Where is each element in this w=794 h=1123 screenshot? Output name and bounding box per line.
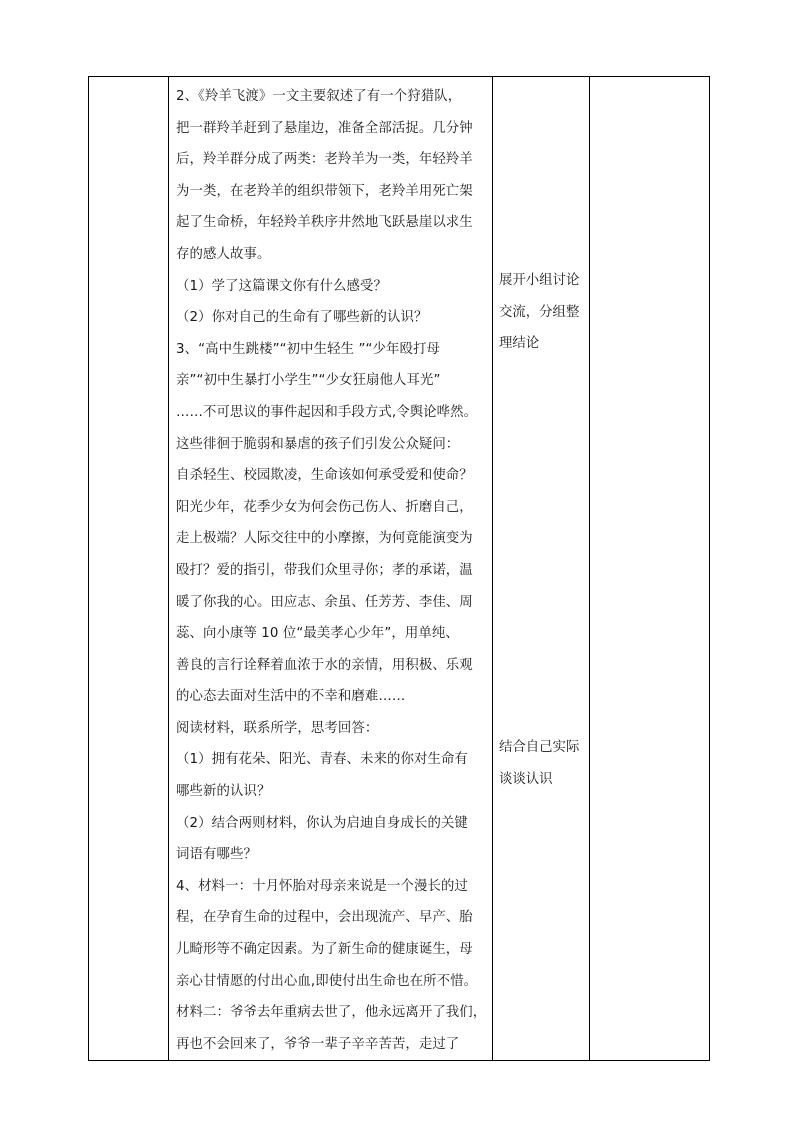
content-line: （2）结合两则材料，你认为启迪自身成长的关键 — [176, 815, 468, 831]
content-line: 哪些新的认识？ — [176, 784, 271, 800]
content-line: 2、《羚羊飞渡》一文主要叙述了有一个狩猎队， — [176, 89, 462, 104]
content-line: 程，在孕育生命的过程中，会出现流产、早产、胎 — [176, 910, 473, 926]
content-line: 儿畸形等不确定因素。为了新生命的健康诞生，母 — [176, 942, 473, 958]
content-line: 3、“高中生跳楼”“初中生轻生 ”“少年殴打母 — [176, 341, 441, 357]
content-line: 阅读材料，联系所学，思考回答： — [176, 720, 379, 736]
activity-line: 结合自己实际 — [499, 740, 580, 755]
content-line: 善良的言行诠释着血浓于水的亲情，用积极、乐观 — [176, 657, 473, 673]
notes-cell — [590, 77, 710, 1061]
content-line: 为一类，在老羚羊的组织带领下，老羚羊用死亡架 — [176, 183, 473, 199]
activity-column — [493, 77, 589, 1060]
content-line: 4、材料一：十月怀胎对母亲来说是一个漫长的过 — [176, 878, 468, 894]
student-activity-cell — [493, 77, 590, 1061]
activity-line: 交流，分组整 — [499, 304, 580, 320]
content-cell — [169, 77, 493, 1061]
content-line: 亲心甘情愿的付出心血,即使付出生命也在所不惜。 — [176, 973, 478, 989]
content-line: 后，羚羊群分成了两类：老羚羊为一类，年轻羚羊 — [176, 152, 473, 168]
content-text — [169, 77, 492, 1060]
content-line: 暖了你我的心。田应志、余虽、任芳芳、李佳、周 — [176, 594, 473, 610]
content-line: 亲”“初中生暴打小学生”“少女狂扇他人耳光” — [176, 373, 441, 389]
content-line: 词语有哪些？ — [176, 847, 257, 863]
activity-line: 展开小组讨论 — [499, 273, 580, 288]
content-line: ……不可思议的事件起因和手段方式,令舆论哗然。 — [176, 404, 478, 420]
stage-cell — [89, 77, 169, 1061]
content-line: 再也不会回来了，爷爷一辈子辛辛苦苦，走过了 — [176, 1036, 460, 1052]
lesson-plan-table — [88, 76, 710, 1061]
content-line: 殴打？爱的指引，带我们众里寻你；孝的承诺，温 — [176, 562, 473, 578]
content-line: （1）学了这篇课文你有什么感受？ — [176, 278, 387, 294]
content-line: 蕊、向小康等 10 位“最美孝心少年”，用单纯、 — [176, 626, 459, 642]
content-line: 把一群羚羊赶到了悬崖边，准备全部活捉。几分钟 — [176, 120, 473, 136]
content-line: （1）拥有花朵、阳光、青春、未来的你对生命有 — [176, 752, 468, 768]
content-line: 材料二：爷爷去年重病去世了，他永远离开了我们， — [176, 1005, 487, 1021]
content-line: 走上极端？人际交往中的小摩擦，为何竟能演变为 — [176, 531, 473, 547]
content-line: （2）你对自己的生命有了哪些新的认识？ — [176, 310, 428, 326]
activity-line: 理结论 — [499, 336, 540, 352]
content-line: 起了生命桥，年轻羚羊秩序井然地飞跃悬崖以求生 — [176, 215, 473, 231]
activity-note-reflection — [499, 732, 585, 795]
activity-line: 谈谈认识 — [499, 771, 553, 787]
activity-note-discussion — [499, 265, 585, 360]
content-line: 存的感人故事。 — [176, 246, 271, 262]
content-line: 这些徘徊于脆弱和暴虐的孩子们引发公众疑问： — [176, 436, 460, 452]
content-line: 阳光少年，花季少女为何会伤己伤人、折磨自己， — [176, 499, 473, 515]
table-row — [89, 77, 710, 1061]
content-line: 自杀轻生、校园欺凌，生命该如何承受爱和使命？ — [176, 468, 473, 484]
content-line: 的心态去面对生活中的不幸和磨难…… — [176, 689, 406, 705]
